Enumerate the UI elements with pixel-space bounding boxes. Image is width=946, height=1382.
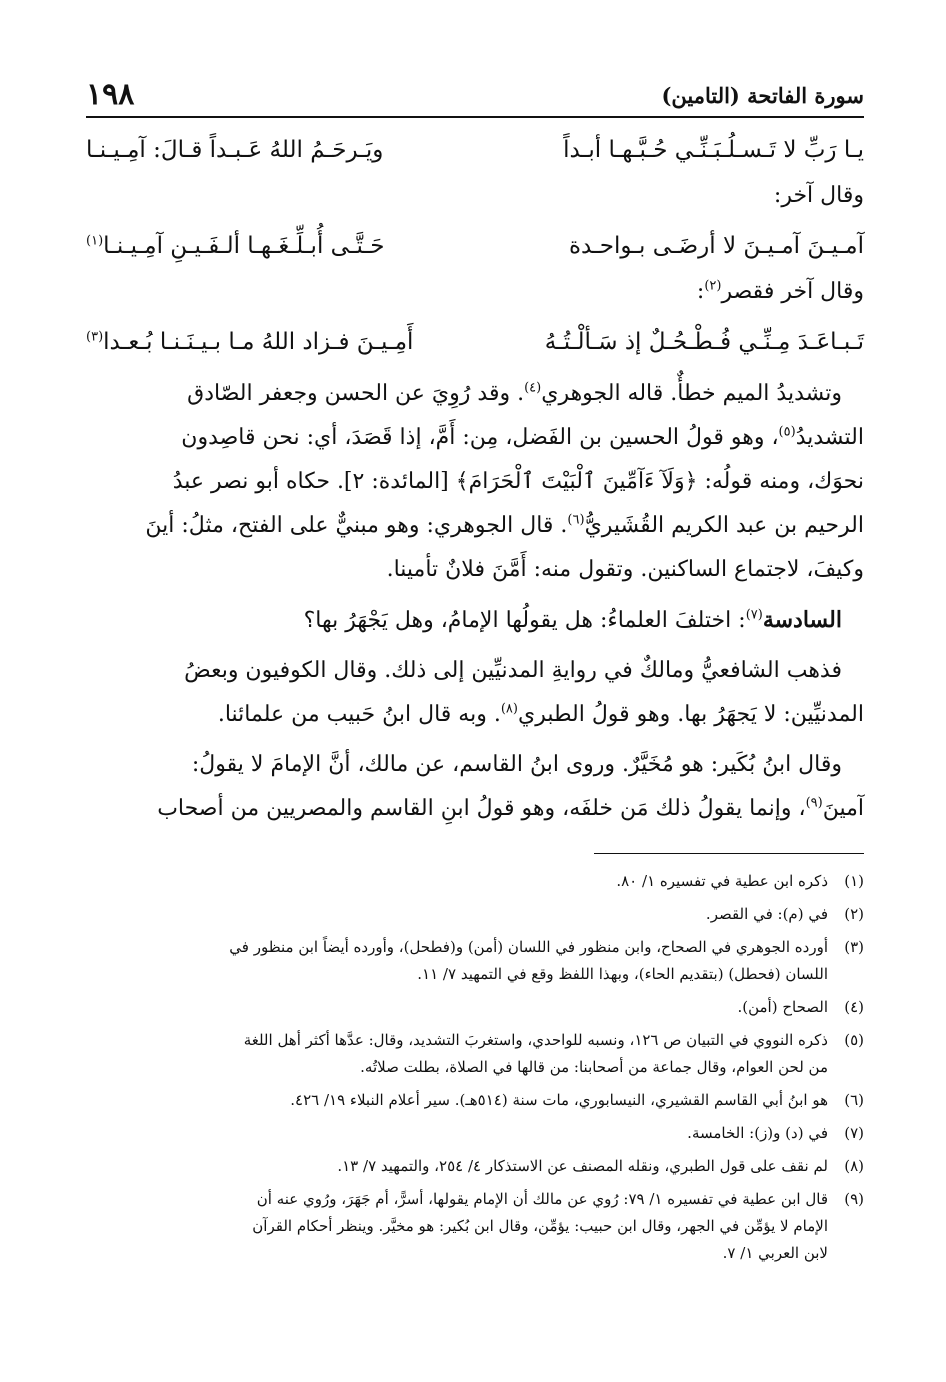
verse-first-hemistich: يـا رَبِّ لا تَـسـلُـبَـنِّـي حُـبَّـهـا أبـداً <box>563 137 864 163</box>
footnote <box>86 868 864 895</box>
footnote <box>86 1027 864 1081</box>
footnote-number: (٣) <box>844 938 864 956</box>
text-line: نحوَك، ومنه قولُه: ﴿وَلَآ ءَآمِّينَ ٱلْبَيْتَ ٱلْحَرَامَ﴾ [المائدة: ٢]. حكاه أبو نصر عبدُ <box>172 469 864 494</box>
footnote <box>86 901 864 928</box>
verse-first-hemistich: آمـيـنَ آمـيـنَ لا أرضَـى بـواحـدة <box>568 233 864 259</box>
main-text <box>86 126 864 831</box>
page-header <box>86 70 864 118</box>
paragraph-ibn-bukair <box>86 743 864 831</box>
footnote-line: أورده الجوهري في الصحاح، وابن منظور في اللسان (أمن) و(فطحل)، وأورده أيضاً ابن منظور في <box>229 938 828 956</box>
footnote <box>86 1153 864 1180</box>
verse-text: حَـتَّـى أُبـلِّـغَـهـا ألـفَـيـنِ آمِـيـنـا <box>103 233 385 259</box>
footnote-number: (٦) <box>844 1091 864 1109</box>
footnote-line: هو ابنُ أبي القاسم القشيري، النيسابوري، مات سنة (٥١٤هـ). سير أعلام النبلاء ١٩/ ٤٢٦. <box>290 1091 828 1109</box>
intro-text: وقال آخر فقصر <box>721 279 864 304</box>
section-sixth <box>86 598 864 643</box>
text-line: آمينَ$^{(٩)}$، وإنما يقولُ ذلك مَن خلفَه، وهو قولُ ابنِ القاسم والمصريين من أصحاب <box>157 795 864 821</box>
footnote-line: قال ابن عطية في تفسيره ١/ ٧٩: رُوي عن مالك أن الإمام يقولها، أسرًّ، أم جَهَرَ، ورُوي عنه أن <box>256 1190 828 1208</box>
paragraph-shafii <box>86 649 864 737</box>
footnote-line: في (د) و(ز): الخامسة. <box>687 1124 828 1142</box>
footnote-number: (٩) <box>844 1190 864 1208</box>
footnote-separator <box>594 853 864 854</box>
text-line: المدنيِّين: لا يَجهَرُ بها. وهو قولُ الطبري$^{(٨)}$. وبه قال ابنُ حَبيب من علمائنا. <box>217 701 864 727</box>
verse-first-hemistich: تَـبـاعَـدَ مِـنِّـي فُـطْـحُـلٌ إذ سَـألْـتُـهُ <box>544 329 864 355</box>
footnote-text <box>86 1186 828 1267</box>
footnote-marker[interactable]: (٦) <box>567 512 585 528</box>
text-line: السادسة$^{(٧)}$: اختلفَ العلماءُ: هل يقولُها الإمامُ، وهل يَجْهَرُ بها؟ <box>303 607 842 633</box>
footnote-marker[interactable]: (٤) <box>524 380 542 396</box>
text-line: فذهب الشافعيُّ ومالكٌ في روايةِ المدنيِّين إلى ذلك. وقال الكوفيون وبعضُ <box>184 658 842 683</box>
footnote-line: ذكره النووي في التبيان ص ١٢٦، ونسبه للواحدي، واستغربَ التشديد، وقال: عدَّها أكثر أهل اللغة <box>243 1031 828 1049</box>
text-line: وتشديدُ الميم خطأٌ. قاله الجوهري$^{(٤)}$. وقد رُوِيَ عن الحسن وجعفر الصّادق <box>187 380 842 406</box>
footnote-text <box>86 1120 828 1147</box>
footnote-line: ذكره ابن عطية في تفسيره ١/ ٨٠. <box>616 872 828 890</box>
footnote-number: (١) <box>844 872 864 890</box>
text-line: وكيفَ، لاجتماع الساكنين. وتقول منه: أَمَّنَ فلانٌ تأمينا. <box>386 557 864 582</box>
page-number: ١٩٨ <box>86 77 135 112</box>
footnote-marker[interactable]: (٩) <box>805 795 823 811</box>
footnote-text <box>86 994 828 1021</box>
footnote-number: (٤) <box>844 998 864 1016</box>
footnote-line: لم نقف على قول الطبري، ونقله المصنف عن الاستذكار ٤/ ٢٥٤، والتمهيد ٧/ ١٣. <box>337 1157 828 1175</box>
footnote-text <box>86 901 828 928</box>
text-line: الرحيم بن عبد الكريم القُشَيريُّ$^{(٦)}$. قال الجوهري: وهو مبنيٌّ على الفتح، مثلُ: أينَ <box>145 512 864 538</box>
footnote-marker[interactable]: (٣) <box>86 329 104 345</box>
footnote-marker[interactable]: (٥) <box>778 424 796 440</box>
footnote <box>86 1087 864 1114</box>
footnote-number: (٢) <box>844 905 864 923</box>
verse-text: أَمِـيـنَ فـزاد اللهُ مـا بـيـنَـنـا بُـعـدا <box>103 329 414 355</box>
footnote-number: (٥) <box>844 1031 864 1049</box>
footnote-marker[interactable]: (٨) <box>500 701 518 717</box>
verse-intro: وقال آخر: <box>773 183 864 208</box>
running-title: سورة الفاتحة (التامين) <box>661 83 864 108</box>
footnote-marker[interactable]: (١) <box>86 233 104 249</box>
verse-intro <box>86 270 864 314</box>
footnote <box>86 994 864 1021</box>
verse-second-hemistich <box>86 222 384 270</box>
footnote-marker[interactable]: (٧) <box>745 607 763 623</box>
footnote-text <box>86 1153 828 1180</box>
footnote-line: اللسان (فحطل) (بتقديم الحاء)، وبهذا اللفظ وقع في التمهيد ٧/ ١١. <box>417 965 828 983</box>
verse-second-hemistich: ويَـرحَـمُ اللهُ عَـبـداً قـالَ: آمِـيـنـا <box>86 137 384 163</box>
verse-second-hemistich <box>86 318 413 366</box>
footnote-text <box>86 1027 828 1081</box>
footnote-line: الصحاح (أمن). <box>737 998 828 1016</box>
footnote-line: لابن العربي ١/ ٧. <box>722 1244 828 1262</box>
footnotes <box>86 868 864 1267</box>
poem-verse <box>86 126 864 174</box>
text-line: وقال ابنُ بُكَير: هو مُخَيَّرٌ. وروى ابنُ القاسم، عن مالك، أنَّ الإمامَ لا يقولُ: <box>191 752 842 777</box>
footnote-line: في (م): في القصر. <box>705 905 828 923</box>
footnote-marker[interactable]: (٢) <box>704 278 722 294</box>
poem-verse <box>86 318 864 366</box>
footnote-text <box>86 1087 828 1114</box>
intro-tail: : <box>696 279 705 304</box>
footnote-text <box>86 868 828 895</box>
footnote-number: (٧) <box>844 1124 864 1142</box>
footnote <box>86 934 864 988</box>
footnote <box>86 1186 864 1267</box>
footnote <box>86 1120 864 1147</box>
paragraph-tashdid <box>86 372 864 592</box>
text-line: التشديدُ$^{(٥)}$، وهو قولُ الحسين بن الفَضل، مِن: أَمَّ، إذا قَصَدَ، أي: نحن قاصِدون <box>181 424 864 450</box>
poem-verse <box>86 222 864 270</box>
footnote-number: (٨) <box>844 1157 864 1175</box>
footnote-line: من لحن العوام، وقال جماعة من أصحابنا: من قالها في الصلاة، بطلت صلاتُه. <box>360 1058 828 1076</box>
footnote-text <box>86 934 828 988</box>
section-heading: السادسة <box>762 607 842 633</box>
footnote-line: الإمام لا يؤمِّن في الجهر، وقال ابن حبيب: يؤمِّن، وقال ابن بُكير: هو مخيَّر. وينظر أحكام القرآن <box>252 1217 828 1235</box>
